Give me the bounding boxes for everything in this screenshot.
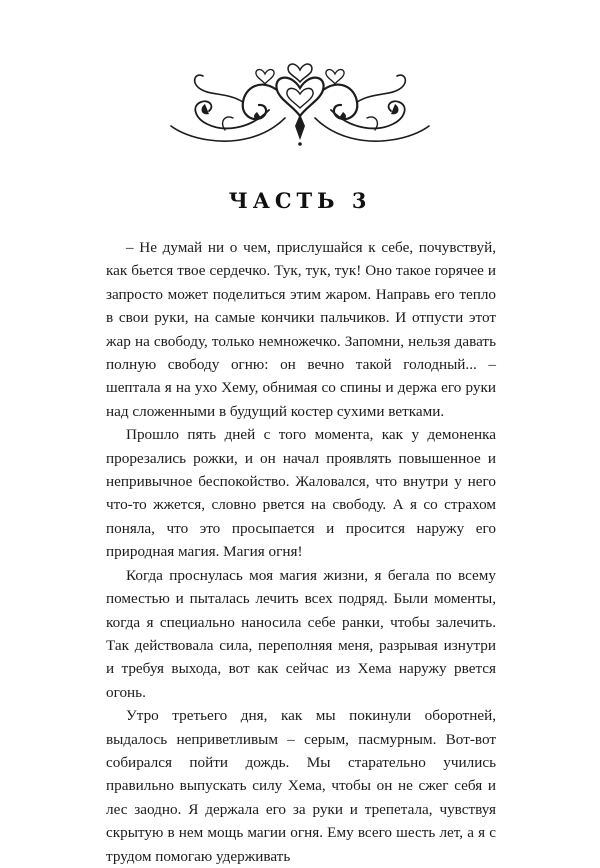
paragraph: Когда проснулась моя магия жизни, я бегала по всему поместью и пыталась лечить всех подряд. Были моменты, когда я специально наносила себе ранки, чтобы залечить. Так действовала сила, переполняя меня, разрывая изнутри и требуя выхода, вот как сейчас из Хема наружу рвется огонь. xyxy=(106,566,496,701)
chapter-title: ЧАСТЬ 3 xyxy=(228,188,372,213)
paragraph: Утро третьего дня, как мы покинули оборотней, выдалось неприветливым – серым, пасмурным. Вот-вот собирался пойти дождь. Мы старательно учились правильно выпускать силу Хема, чтобы он не сжег себя и лес заодно. Я держала его за руки и трепетала, чувствуя скрытую в нем мощь магии огня. Ему всего шесть лет, а я с трудом помогаю удерживать xyxy=(106,707,496,865)
paragraph: – Не думай ни о чем, прислушайся к себе, почувствуй, как бьется твое сердечко. Тук, тук, тук! Оно такое горячее и запросто может поделиться этим жаром. Направь его тепло в свои руки, на самые кончики пальчиков. И отпусти этот жар на свободу, только немножечко. Запомни, нельзя давать полную свободу огню: он вечно такой голодный... – шептала я на ухо Хему, обнимая со спины и держа его руки над сложенными в будущий костер сухими ветками. xyxy=(106,239,496,420)
heart-scroll-ornament-icon xyxy=(165,48,435,148)
paragraph: Прошло пять дней с того момента, как у демоненка прорезались рожки, и он начал проявлять повышенное и непривычное беспокойство. Жаловался, что внутри у него что-то жжется, словно рвется на свободу. А я со страхом поняла, что это просыпается и просится наружу его природная магия. Магия огня! xyxy=(106,426,496,561)
chapter-body xyxy=(106,236,496,868)
